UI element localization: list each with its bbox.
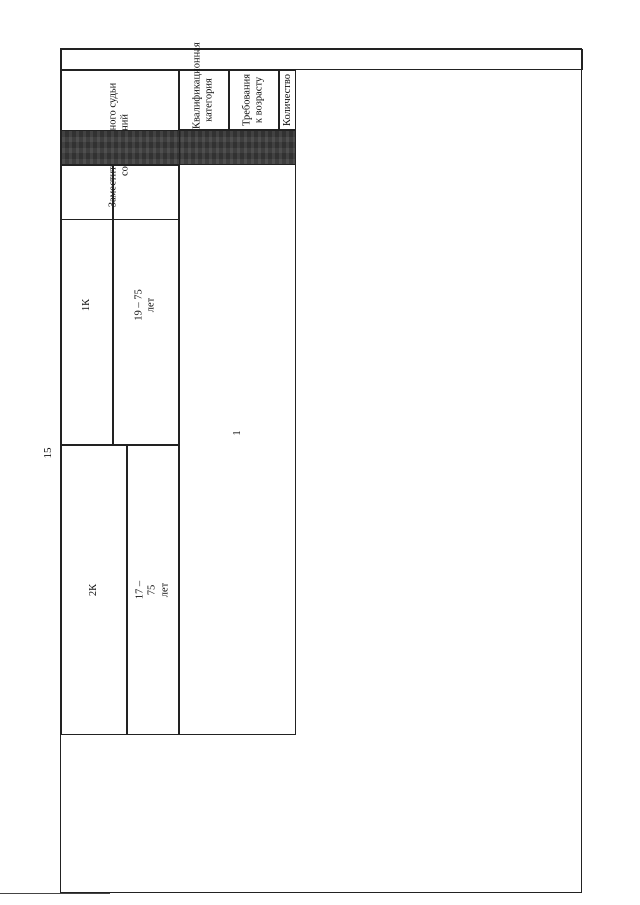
value-cell	[61, 445, 127, 735]
value-age-b: 17 – 75 лет	[134, 580, 171, 600]
page-number: 15	[42, 447, 54, 459]
divider	[0, 893, 110, 894]
header-row	[61, 49, 583, 70]
value-qty: 1	[231, 429, 243, 436]
label-cell	[229, 70, 279, 130]
value-cell	[113, 165, 179, 445]
value-cat-a: 1К	[80, 298, 92, 312]
label-cell	[279, 70, 296, 130]
value-cell	[127, 445, 179, 735]
label-qty: Количество	[281, 73, 293, 127]
requirements-table	[60, 42, 582, 893]
label-age: Требования к возрасту	[241, 73, 265, 127]
value-cat-b: 2К	[87, 583, 99, 597]
label-cell	[179, 42, 229, 130]
label-category: Квалификационная категория	[191, 42, 215, 129]
value-cell	[61, 165, 113, 445]
value-age-a: 19 – 75 лет	[133, 289, 157, 321]
value-cell	[179, 130, 296, 735]
